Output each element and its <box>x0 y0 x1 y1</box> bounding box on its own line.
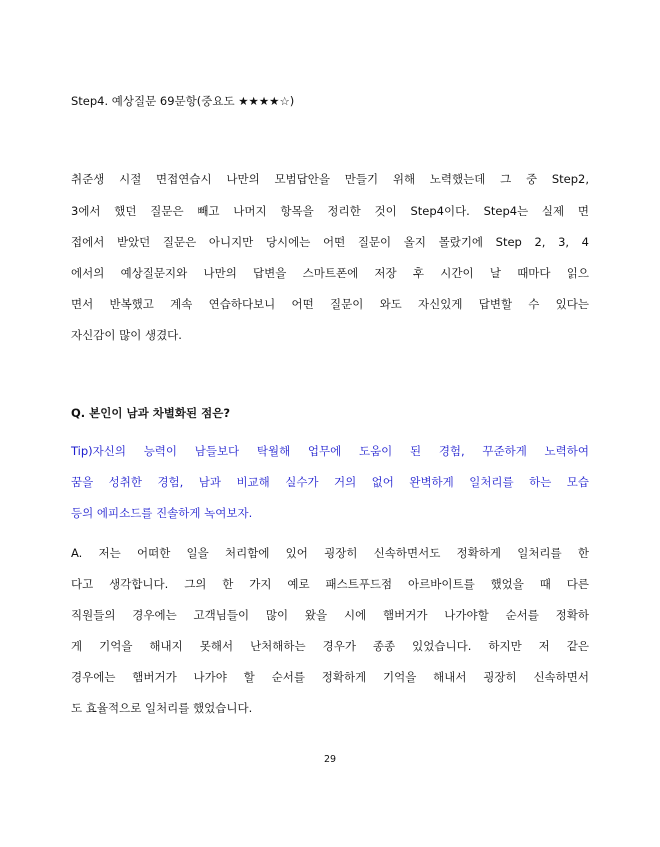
answer-line-2: 다고 생각합니다. 그의 한 가지 예로 패스트푸드점 아르바이트를 했었을 때 다른 <box>71 577 589 591</box>
intro-line-5: 면서 반복했고 계속 연습하다보니 어떤 질문이 와도 자신있게 답변할 수 있다는 <box>71 297 589 311</box>
tip-line-3: 등의 에피소드를 진솔하게 녹여보자. <box>71 506 253 520</box>
step-heading: Step4. 예상질문 69문항(중요도 ★★★★☆) <box>71 94 295 108</box>
answer-line-6: 도 효율적으로 일처리를 했었습니다. <box>71 701 253 715</box>
intro-line-1: 취준생 시절 면접연습시 나만의 모범답안을 만들기 위해 노력했는데 그 중 Step2, <box>71 172 589 186</box>
tip-line-2: 꿈을 성취한 경험, 남과 비교해 실수가 거의 없어 완벽하게 일처리를 하는 모습 <box>71 475 589 489</box>
answer-line-3: 직원들의 경우에는 고객님들이 많이 왔을 시에 햄버거가 나가야할 순서를 정확하 <box>71 608 589 622</box>
tip-line-1: Tip)자신의 능력이 남들보다 탁월해 업무에 도움이 된 경험, 꾸준하게 노력하여 <box>71 444 589 458</box>
answer-line-4: 게 기억을 해내지 못해서 난처해하는 경우가 종종 있었습니다. 하지만 저 같은 <box>71 639 589 653</box>
question-heading: Q. 본인이 남과 차별화된 점은? <box>71 406 231 420</box>
intro-line-2: 3에서 했던 질문은 빼고 나머지 항목을 정리한 것이 Step4이다. Step4는 실제 면 <box>71 204 589 218</box>
intro-line-6: 자신감이 많이 생겼다. <box>71 328 182 342</box>
page-number: 29 <box>323 754 337 765</box>
intro-line-4: 에서의 예상질문지와 나만의 답변을 스마트폰에 저장 후 시간이 날 때마다 읽으 <box>71 266 589 280</box>
answer-line-1: A. 저는 어떠한 일을 처리함에 있어 굉장히 신속하면서도 정확하게 일처리를 한 <box>71 546 589 560</box>
answer-line-5: 경우에는 햄버거가 나가야 할 순서를 정확하게 기억을 해내서 굉장히 신속하면서 <box>71 670 589 684</box>
intro-line-3: 접에서 받았던 질문은 아니지만 당시에는 어떤 질문이 올지 몰랐기에 Step 2, 3, 4 <box>71 235 589 249</box>
